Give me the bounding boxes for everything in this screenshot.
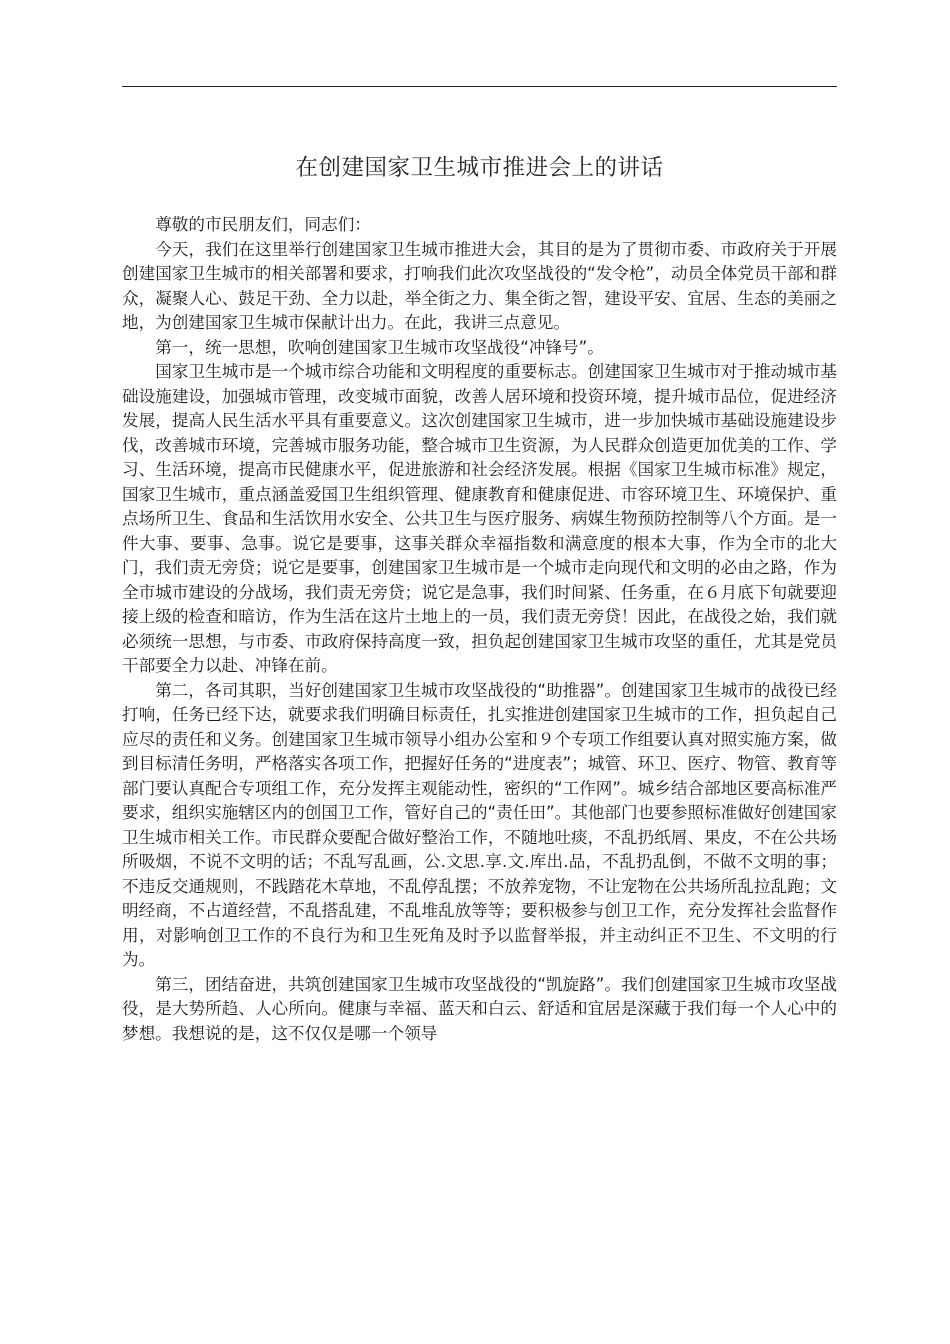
salutation: 尊敬的市民朋友们，同志们： bbox=[155, 215, 371, 234]
document-body bbox=[122, 213, 837, 1046]
document-title: 在创建国家卫生城市推进会上的讲话 bbox=[295, 155, 664, 181]
paragraph-point-two: 第二，各司其职，当好创建国家卫生城市攻坚战役的“助推器”。创建国家卫生城市的战役已经打响，任务已经下达，就要求我们明确目标责任，扎实推进创建国家卫生城市的工作，担负起自己应尽的责任和义务。创建国家卫生城市领导小组办公室和９个专项工作组要认真对照实施方案，做到目标清任务明，严格落实各项工作，把握好任务的“进度表”；城管、环卫、医疗、物管、教育等部门要认真配合专项组工作，充分发挥主观能动性，密织的“工作网”。城乡结合部地区要高标准严要求，组织实施辖区内的创国卫工作，管好自己的“责任田”。其他部门也要参照标准做好创建国家卫生城市相关工作。市民群众要配合做好整治工作，不随地吐痰，不乱扔纸屑、果皮，不在公共场所吸烟，不说不文明的话；不乱写乱画，公.文思.享.文.库出.品，不乱扔乱倒，不做不文明的事；不违反交通规则，不践踏花木草地，不乱停乱摆；不放养宠物，不让宠物在公共场所乱拉乱跑；文明经商，不占道经营，不乱搭乱建，不乱堆乱放等等；要积极参与创卫工作，充分发挥社会监督作用，对影响创卫工作的不良行为和卫生死角及时予以监督举报，并主动纠正不卫生、不文明的行为。 bbox=[122, 680, 837, 969]
paragraph-point-one-body: 国家卫生城市是一个城市综合功能和文明程度的重要标志。创建国家卫生城市对于推动城市基础设施建设，加强城市管理，改变城市面貌，改善人居环境和投资环境，提升城市品位，促进经济发展，提高人民生活水平具有重要意义。这次创建国家卫生城市，进一步加快城市基础设施建设步伐，改善城市环境，完善城市服务功能，整合城市卫生资源，为人民群众创造更加优美的工作、学习、生活环境，提高市民健康水平，促进旅游和社会经济发展。根据《国家卫生城市标准》规定，国家卫生城市，重点涵盖爱国卫生组织管理、健康教育和健康促进、市容环境卫生、环境保护、重点场所卫生、食品和生活饮用水安全、公共卫生与医疗服务、病媒生物预防控制等八个方面。是一件大事、要事、急事。说它是要事，这事关群众幸福指数和满意度的根本大事，作为全市的北大门，我们责无旁贷；说它是要事，创建国家卫生城市是一个城市走向现代和文明的必由之路，作为全市城市建设的分战场，我们责无旁贷；说它是急事，我们时间紧、任务重，在６月底下旬就要迎接上级的检查和暗访，作为生活在这片土地上的一员，我们责无旁贷！因此，在战役之始，我们就必须统一思想，与市委、市政府保持高度一致，担负起创建国家卫生城市攻坚的重任，尤其是党员干部要全力以赴、冲锋在前。 bbox=[122, 362, 837, 675]
paragraph-intro: 今天，我们在这里举行创建国家卫生城市推进大会，其目的是为了贯彻市委、市政府关于开展创建国家卫生城市的相关部署和要求，打响我们此次攻坚战役的“发令枪”，动员全体党员干部和群众，凝聚人心、鼓足干劲、全力以赴，举全街之力、集全街之智，建设平安、宜居、生态的美丽之地，为创建国家卫生城市保献计出力。在此，我讲三点意见。 bbox=[122, 239, 837, 332]
paragraph-point-one-heading: 第一，统一思想，吹响创建国家卫生城市攻坚战役“冲锋号”。 bbox=[155, 337, 604, 357]
header-rule bbox=[122, 86, 837, 87]
paragraph-point-three: 第三，团结奋进，共筑创建国家卫生城市攻坚战役的“凯旋路”。我们创建国家卫生城市攻坚战役，是大势所趋、人心所向。健康与幸福、蓝天和白云、舒适和宜居是深藏于我们每一个人心中的梦想。我想说的是，这不仅仅是哪一个领导 bbox=[122, 974, 837, 1043]
